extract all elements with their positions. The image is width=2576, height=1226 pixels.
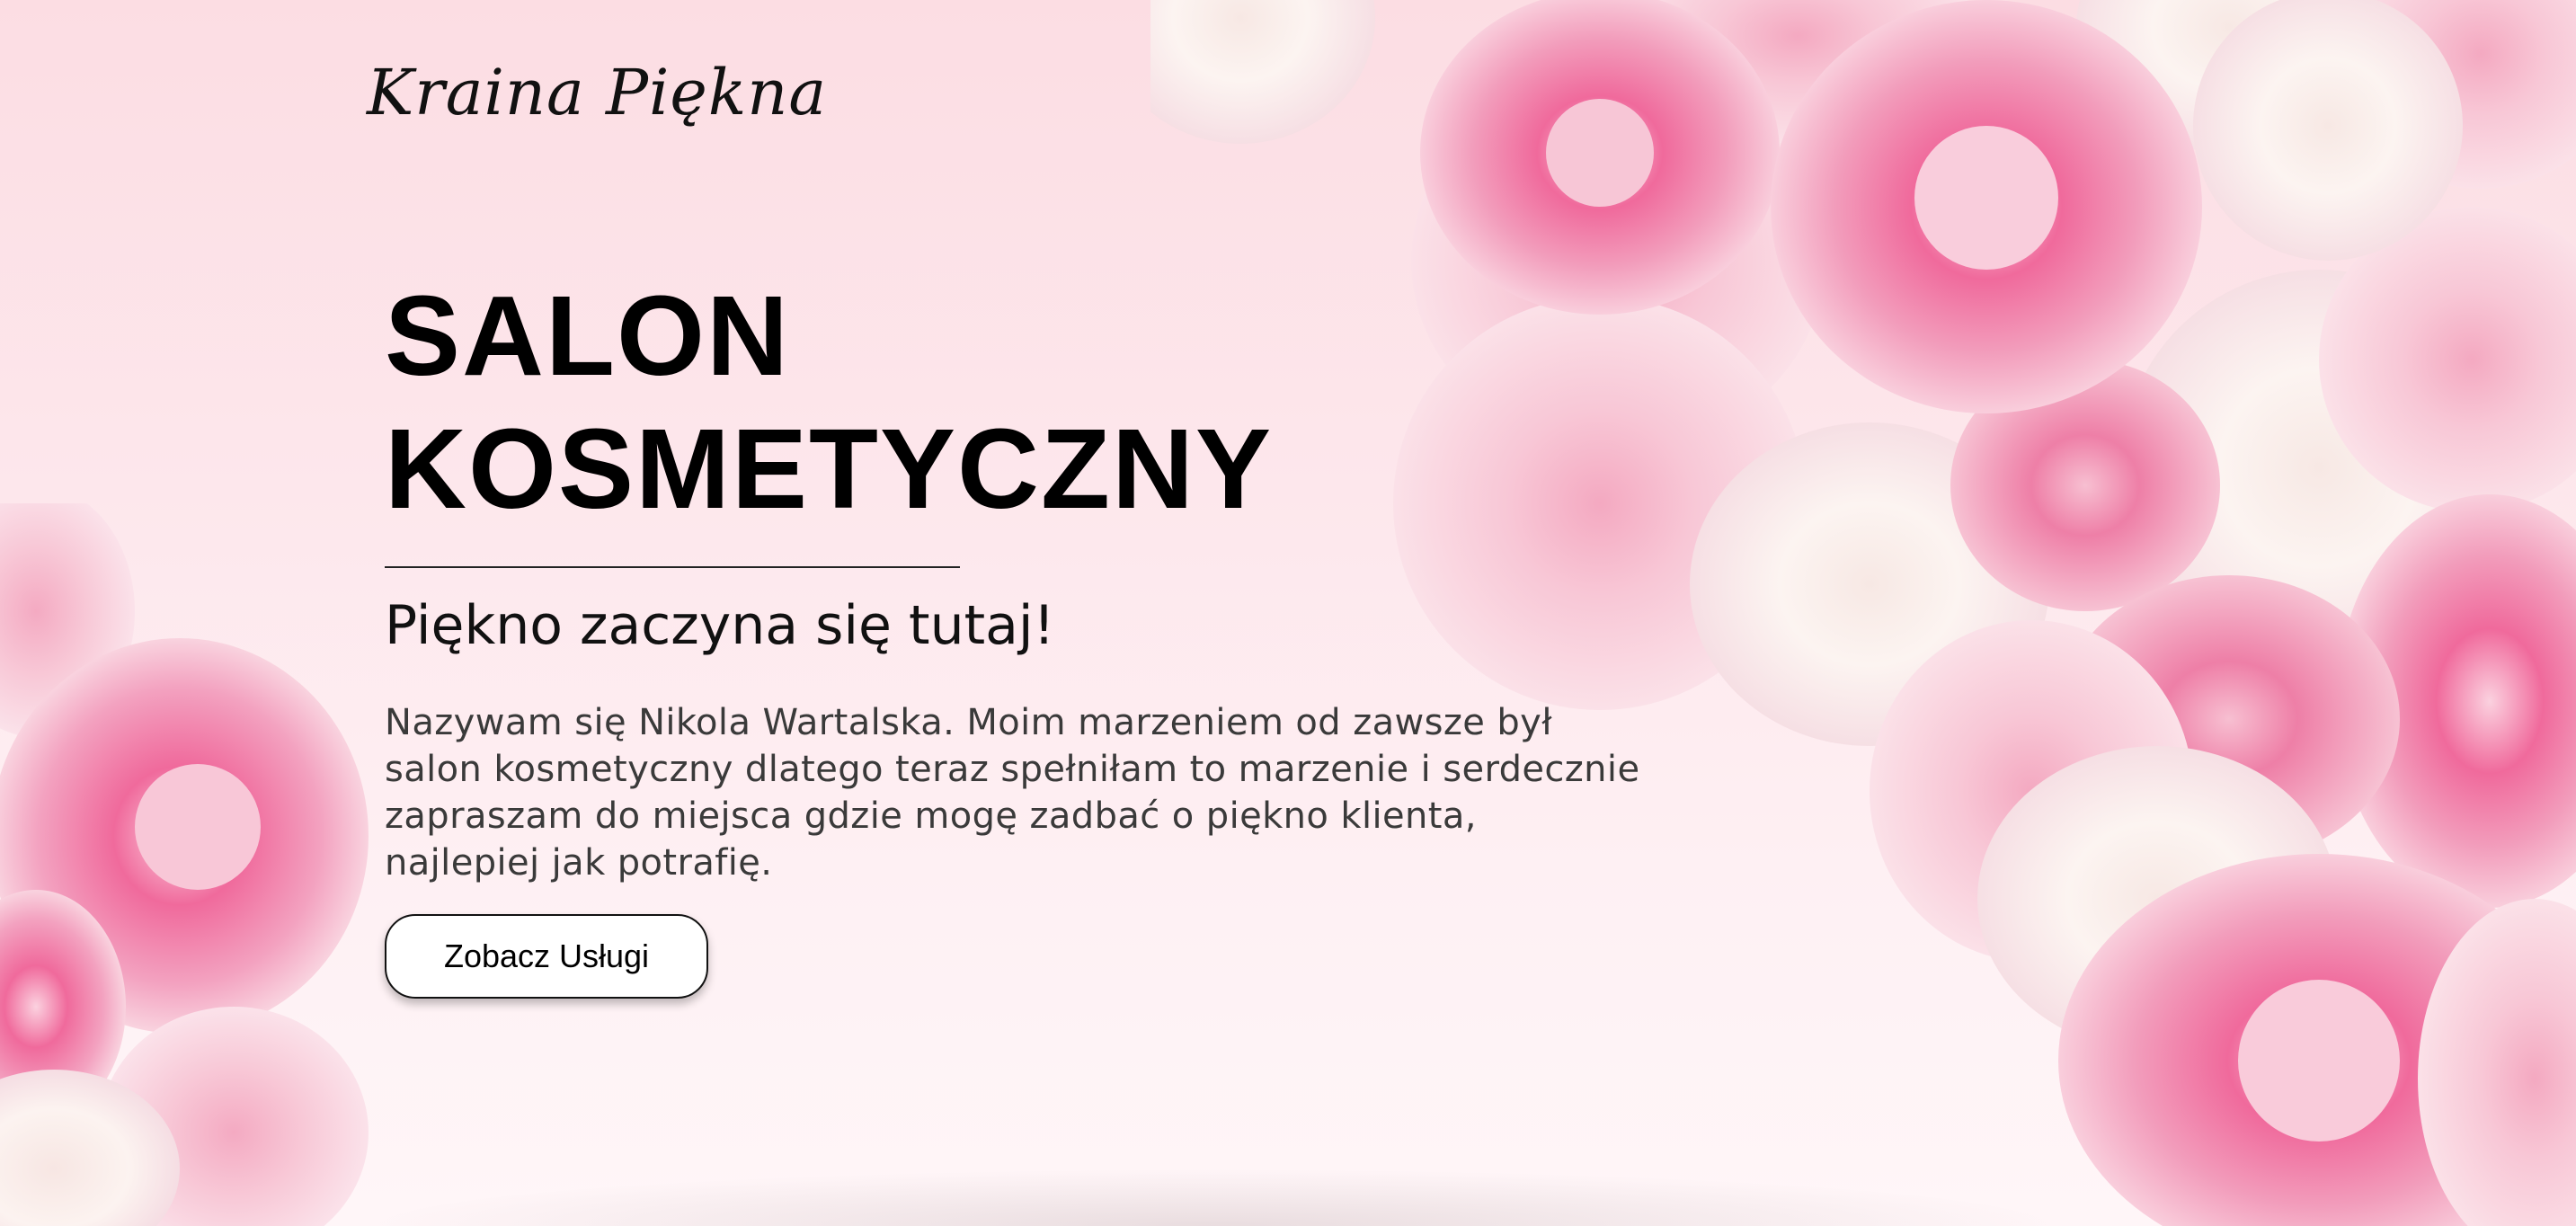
see-services-button[interactable]: Zobacz Usługi [385, 914, 708, 999]
hero-title-line-2: KOSMETYCZNY [385, 405, 1274, 532]
hero-title [385, 270, 1643, 536]
brand-logo[interactable]: Kraina Piękna [367, 56, 828, 129]
hero-intro-text: Nazywam się Nikola Wartalska. Moim marzeniem od zawsze był salon kosmetyczny dlatego teraz spełniłam to marzenie i serdecznie zapraszam do miejsca gdzie mogę zadbać o piękno klienta, najlepiej jak potrafię. [385, 702, 1640, 884]
hero-title-line-1: SALON [385, 272, 790, 399]
flower-petals-left [0, 503, 369, 1226]
hero-section [385, 270, 1643, 886]
section-bottom-shadow [360, 1168, 2067, 1226]
title-divider [385, 566, 960, 568]
hero-subtitle: Piękno zaczyna się tutaj! [385, 594, 1055, 657]
peony-bouquet-left-image [0, 503, 395, 1226]
